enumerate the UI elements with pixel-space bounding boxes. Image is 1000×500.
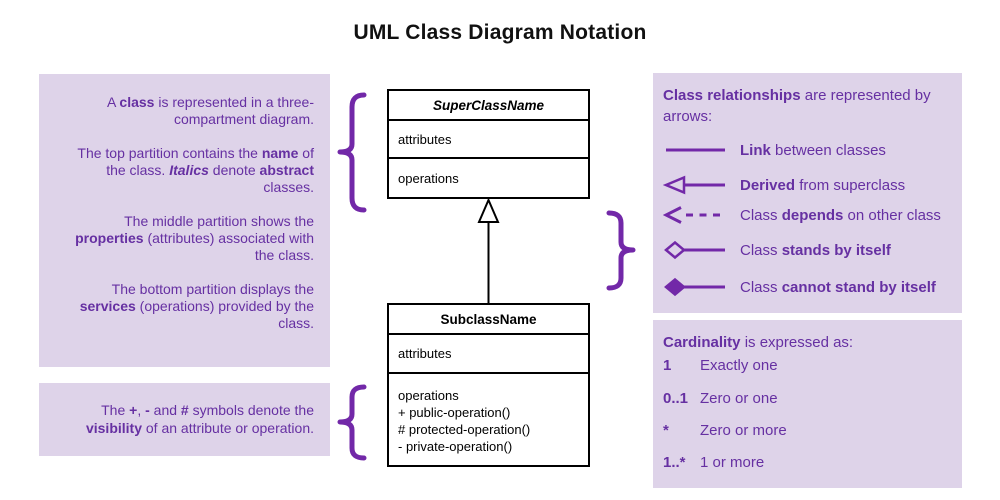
cardinality-symbol: * bbox=[663, 421, 669, 439]
hollow-diamond-line-icon bbox=[663, 239, 729, 261]
relationship-row-aggregation bbox=[663, 239, 891, 261]
cardinality-label: Zero or one bbox=[700, 389, 778, 407]
solid-line-icon bbox=[663, 139, 729, 161]
cardinality-symbol: 0..1 bbox=[663, 389, 689, 407]
cardinality-row bbox=[663, 355, 778, 375]
relationship-label: Class depends on other class bbox=[740, 206, 941, 224]
relationships-brace-icon bbox=[603, 208, 641, 293]
relationship-row-link bbox=[663, 139, 886, 161]
relationship-label: Derived from superclass bbox=[740, 176, 906, 194]
cardinality-label: Exactly one bbox=[700, 356, 778, 374]
cardinality-label: 1 or more bbox=[700, 453, 765, 471]
relationships-panel bbox=[653, 73, 962, 313]
subclass-attributes-partition: attributes bbox=[389, 335, 588, 374]
relationship-label: Link between classes bbox=[740, 141, 886, 159]
operations-label: operations bbox=[398, 388, 459, 403]
cardinality-row bbox=[663, 452, 764, 472]
cardinality-symbol: 1..* bbox=[663, 453, 686, 471]
cardinality-panel bbox=[653, 320, 962, 488]
relationship-label: Class cannot stand by itself bbox=[740, 278, 936, 296]
visibility-brace-icon bbox=[332, 382, 370, 463]
page-title: UML Class Diagram Notation bbox=[353, 21, 647, 44]
open-triangle-arrow-icon bbox=[663, 174, 729, 196]
relationship-label: Class stands by itself bbox=[740, 241, 891, 259]
cardinality-row bbox=[663, 388, 778, 408]
visibility-panel bbox=[39, 383, 330, 456]
superclass-attributes-partition: attributes bbox=[389, 121, 588, 159]
filled-diamond-line-icon bbox=[663, 276, 729, 298]
public-operation-line: + public-operation() bbox=[398, 405, 511, 420]
visibility-paragraph: The +, - and # symbols denote the visibility of an attribute or operation. bbox=[85, 402, 314, 436]
properties-partition-paragraph: The middle partition shows the properties (attributes) associated with the class. bbox=[75, 213, 314, 263]
private-operation-line: - private-operation() bbox=[398, 439, 513, 454]
dashed-open-arrow-icon bbox=[663, 204, 729, 226]
relationship-row-derived bbox=[663, 174, 905, 196]
cardinality-row bbox=[663, 420, 787, 440]
subclass-box bbox=[387, 303, 590, 467]
class-description-panel bbox=[39, 74, 330, 367]
relationships-header: Class relationships are represented by arrows: bbox=[663, 87, 931, 125]
cardinality-label: Zero or more bbox=[700, 421, 787, 439]
superclass-box bbox=[387, 89, 590, 199]
superclass-name: SuperClassName bbox=[389, 91, 588, 121]
name-partition-paragraph: The top partition contains the name of the class. Italics denote abstract classes. bbox=[77, 145, 314, 195]
superclass-operations-partition: operations bbox=[398, 170, 459, 186]
class-description-paragraph: A class is represented in a three-compartment diagram. bbox=[106, 94, 314, 127]
generalization-arrow-icon bbox=[476, 197, 502, 307]
superclass-brace-icon bbox=[332, 90, 370, 215]
relationship-row-depends bbox=[663, 204, 941, 226]
cardinality-symbol: 1 bbox=[663, 356, 672, 374]
relationship-row-composition bbox=[663, 276, 936, 298]
subclass-operations-partition bbox=[389, 374, 588, 455]
subclass-name: SubclassName bbox=[389, 305, 588, 335]
cardinality-header: Cardinality is expressed as: bbox=[663, 334, 854, 351]
services-partition-paragraph: The bottom partition displays the services (operations) provided by the class. bbox=[79, 281, 314, 331]
protected-operation-line: # protected-operation() bbox=[398, 422, 531, 437]
